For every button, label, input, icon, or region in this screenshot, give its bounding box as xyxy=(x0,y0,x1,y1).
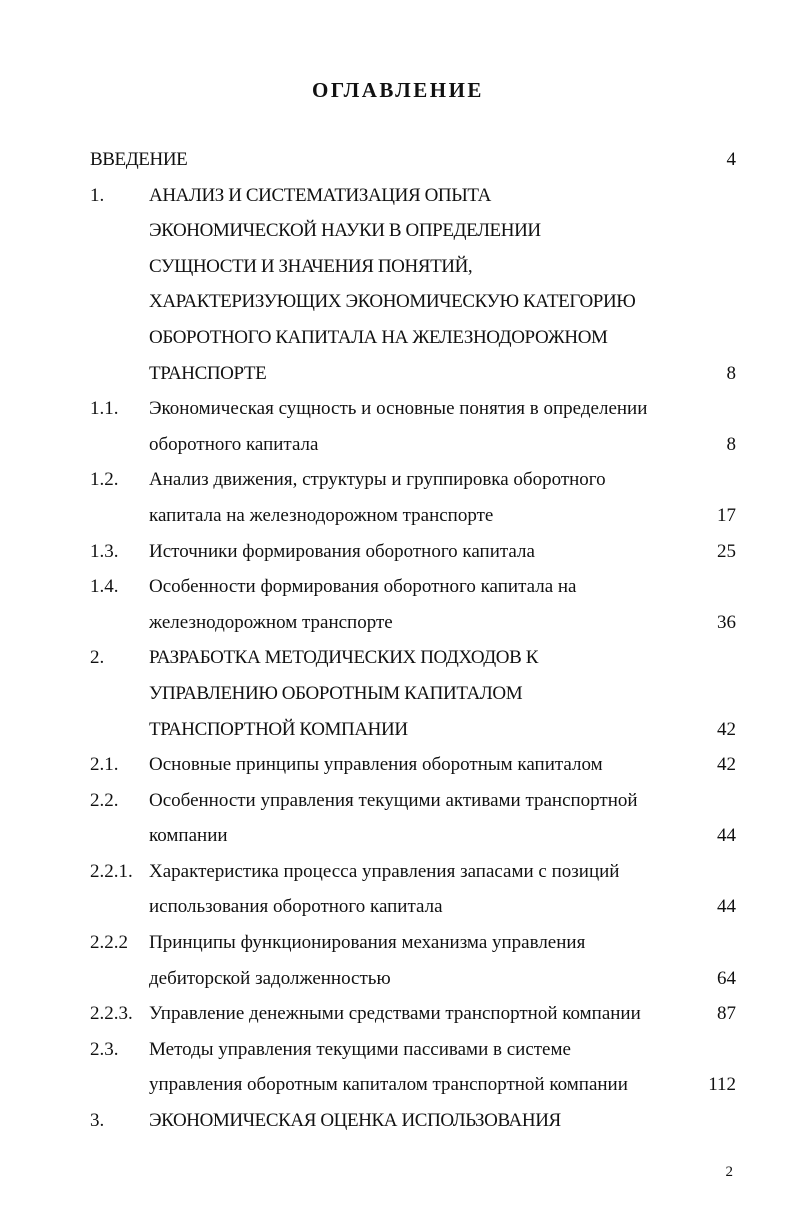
toc-entry-page: 36 xyxy=(717,611,736,633)
toc-entry[interactable] xyxy=(90,854,736,925)
toc-entry-number: 1.3. xyxy=(90,540,119,562)
toc-entry-text: управления оборотным капиталом транспортной компании xyxy=(149,1074,628,1096)
toc-entry[interactable] xyxy=(90,462,736,533)
toc-entry-line xyxy=(90,213,736,249)
toc-entry-text: Особенности управления текущими активами транспортной xyxy=(149,789,638,811)
toc-entry-page: 64 xyxy=(717,967,736,989)
page-number: 2 xyxy=(725,1164,733,1180)
toc-entry-text: Особенности формирования оборотного капитала на xyxy=(149,576,577,598)
toc-entry-line xyxy=(90,605,736,641)
toc-entry-line xyxy=(90,427,736,463)
toc-entry-line xyxy=(90,569,736,605)
toc-entry-line xyxy=(90,854,736,890)
toc-entry-text: РАЗРАБОТКА МЕТОДИЧЕСКИХ ПОДХОДОВ К xyxy=(149,647,538,669)
toc-entry-text: компании xyxy=(149,825,228,847)
toc-entry-number: 3. xyxy=(90,1110,105,1132)
toc-entry-line xyxy=(90,391,736,427)
toc-entry-line xyxy=(90,178,736,214)
toc-entry-text: Анализ движения, структуры и группировка оборотного xyxy=(149,469,606,491)
toc-entry-line xyxy=(90,640,736,676)
page-title: ОГЛАВЛЕНИЕ xyxy=(312,78,484,102)
toc-entry-line xyxy=(90,249,736,285)
toc-entry-page: 112 xyxy=(708,1074,736,1096)
toc-entry[interactable] xyxy=(90,1103,736,1139)
toc-entry-line xyxy=(90,747,736,783)
toc-entry[interactable] xyxy=(90,142,736,178)
toc-entry-line xyxy=(90,889,736,925)
toc-entry-text: ТРАНСПОРТНОЙ КОМПАНИИ xyxy=(149,718,408,740)
toc-entry-text: ХАРАКТЕРИЗУЮЩИХ ЭКОНОМИЧЕСКУЮ КАТЕГОРИЮ xyxy=(149,291,636,313)
toc-entry-line xyxy=(90,142,736,178)
toc-entry-line xyxy=(90,534,736,570)
toc-entry-line xyxy=(90,498,736,534)
toc-entry-page: 42 xyxy=(717,754,736,776)
toc-entry-number: 1.2. xyxy=(90,469,119,491)
toc-entry-text: Источники формирования оборотного капитала xyxy=(149,540,535,562)
toc-entry[interactable] xyxy=(90,925,736,996)
toc-entry-line xyxy=(90,284,736,320)
toc-entry-number: 1.1. xyxy=(90,398,119,420)
toc-entry-text: УПРАВЛЕНИЮ ОБОРОТНЫМ КАПИТАЛОМ xyxy=(149,682,523,704)
toc-entry[interactable] xyxy=(90,640,736,747)
toc-entry-text: Характеристика процесса управления запасами с позиций xyxy=(149,860,620,882)
toc-entry-page: 42 xyxy=(717,718,736,740)
toc-entry-text: железнодорожном транспорте xyxy=(149,611,393,633)
toc-entry[interactable] xyxy=(90,1032,736,1103)
toc-entry-page: 44 xyxy=(717,896,736,918)
toc-entry-number: 2.1. xyxy=(90,754,119,776)
toc-entry[interactable] xyxy=(90,391,736,462)
toc-entry-page: 25 xyxy=(717,540,736,562)
toc-entry-page: 4 xyxy=(726,149,736,170)
toc-entry-line xyxy=(90,925,736,961)
toc-entry-line xyxy=(90,462,736,498)
toc-entry-line xyxy=(90,1067,736,1103)
toc-entry-text: использования оборотного капитала xyxy=(149,896,443,918)
toc-entry-text: Принципы функционирования механизма управления xyxy=(149,932,586,954)
toc-entry-text: Основные принципы управления оборотным капиталом xyxy=(149,754,603,776)
toc-entry-line xyxy=(90,818,736,854)
toc-entry-number: 2. xyxy=(90,647,105,669)
toc-entry-text: оборотного капитала xyxy=(149,433,319,455)
toc-entry-number: 1.4. xyxy=(90,576,119,598)
toc-entry-text: Экономическая сущность и основные понятия в определении xyxy=(149,398,648,420)
toc-entry-text: капитала на железнодорожном транспорте xyxy=(149,504,494,526)
toc-entry[interactable] xyxy=(90,783,736,854)
toc-entry-text: Управление денежными средствами транспортной компании xyxy=(149,1003,641,1025)
toc-entry-text: дебиторской задолженностью xyxy=(149,967,391,989)
toc-entry-page: 8 xyxy=(726,433,736,455)
toc-entry-text: СУЩНОСТИ И ЗНАЧЕНИЯ ПОНЯТИЙ, xyxy=(149,255,473,277)
toc-entry-number: 2.2.2 xyxy=(90,932,128,954)
toc-entry-line xyxy=(90,320,736,356)
toc-entry[interactable] xyxy=(90,569,736,640)
toc-entry-number: 1. xyxy=(90,184,105,206)
toc-entry-text: ТРАНСПОРТЕ xyxy=(149,362,267,384)
toc-entry-text: АНАЛИЗ И СИСТЕМАТИЗАЦИЯ ОПЫТА xyxy=(149,184,491,206)
toc-entry-number: 2.2.3. xyxy=(90,1003,133,1025)
toc-entry-text: Методы управления текущими пассивами в системе xyxy=(149,1038,571,1060)
toc-entry-page: 87 xyxy=(717,1003,736,1025)
toc-entry-line xyxy=(90,356,736,392)
toc-entry-line xyxy=(90,676,736,712)
toc-entry-page: 44 xyxy=(717,825,736,847)
toc-entry-line xyxy=(90,961,736,997)
toc-entry[interactable] xyxy=(90,178,736,392)
toc-entry-number: 2.3. xyxy=(90,1038,119,1060)
toc-entry-line xyxy=(90,712,736,748)
toc-entry-text: ОБОРОТНОГО КАПИТАЛА НА ЖЕЛЕЗНОДОРОЖНОМ xyxy=(149,326,608,348)
toc-entry-page: 8 xyxy=(726,362,736,384)
toc-entry-text: ЭКОНОМИЧЕСКОЙ НАУКИ В ОПРЕДЕЛЕНИИ xyxy=(149,220,541,242)
toc-entry-text: ВВЕДЕНИЕ xyxy=(90,149,188,170)
toc-entry-line xyxy=(90,1103,736,1139)
toc-entry-line xyxy=(90,1032,736,1068)
toc-entry-number: 2.2.1. xyxy=(90,860,133,882)
toc-entry-line xyxy=(90,783,736,819)
table-of-contents xyxy=(90,142,736,1139)
toc-entry-line xyxy=(90,996,736,1032)
toc-entry[interactable] xyxy=(90,534,736,570)
toc-entry[interactable] xyxy=(90,996,736,1032)
toc-entry-page: 17 xyxy=(717,504,736,526)
toc-entry-number: 2.2. xyxy=(90,789,119,811)
toc-entry[interactable] xyxy=(90,747,736,783)
toc-entry-text: ЭКОНОМИЧЕСКАЯ ОЦЕНКА ИСПОЛЬЗОВАНИЯ xyxy=(149,1110,561,1132)
